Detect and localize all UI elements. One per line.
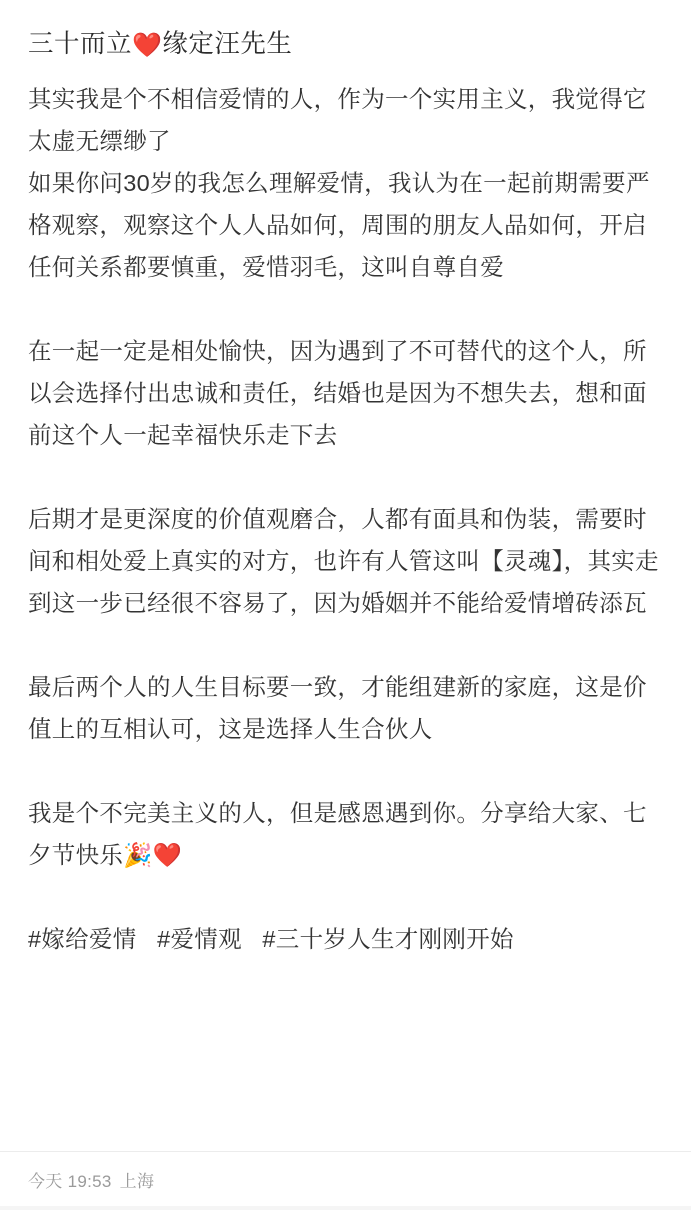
hashtag-spacer [249,926,256,952]
post-timestamp: 今天 19:53 [28,1172,112,1191]
heart-icon: ❤️ [132,32,163,59]
paragraph-spacer [28,456,663,498]
post-title [28,26,663,64]
post-body [28,78,663,876]
hashtag-spacer [143,926,150,952]
post-title-text: 三十而立 [28,30,133,58]
paragraph-spacer [28,288,663,330]
post-paragraph: 如果你问30岁的我怎么理解爱情，我认为在一起前期需要严格观察，观察这个人人品如何，周围的朋友人品如何，开启任何关系都要慎重，爱惜羽毛，这叫自尊自爱 [28,170,650,280]
post-paragraph: 在一起一定是相处愉快，因为遇到了不可替代的这个人，所以会选择付出忠诚和责任，结婚也是因为不想失去，想和面前这个人一起幸福快乐走下去 [28,338,647,448]
hashtag-link[interactable]: #三十岁人生才刚刚开始 [262,926,514,952]
post-meta [28,1170,154,1194]
paragraph-spacer [28,750,663,792]
paragraph-spacer [28,624,663,666]
bottom-edge [0,1206,691,1210]
divider [0,1151,691,1152]
post-title-tail: 缘定汪先生 [162,30,293,58]
post-paragraph: 其实我是个不相信爱情的人，作为一个实用主义，我觉得它太虚无缥缈了 [28,86,647,154]
hashtag-link[interactable]: #爱情观 [157,926,242,952]
post-paragraph: 最后两个人的人生目标要一致，才能组建新的家庭，这是价值上的互相认可，这是选择人生合伙人 [28,674,647,742]
hashtag-link[interactable]: #嫁给爱情 [28,926,137,952]
post-location: 上海 [119,1172,155,1191]
hashtag-list [28,918,663,960]
post-paragraph: 我是个不完美主义的人，但是感恩遇到你。分享给大家、七夕节快乐🎉❤️ [28,800,647,868]
post-paragraph: 后期才是更深度的价值观磨合，人都有面具和伪装，需要时间和相处爱上真实的对方，也许有人管这叫【灵魂】，其实走到这一步已经很不容易了，因为婚姻并不能给爱情增砖添瓦 [28,506,659,616]
